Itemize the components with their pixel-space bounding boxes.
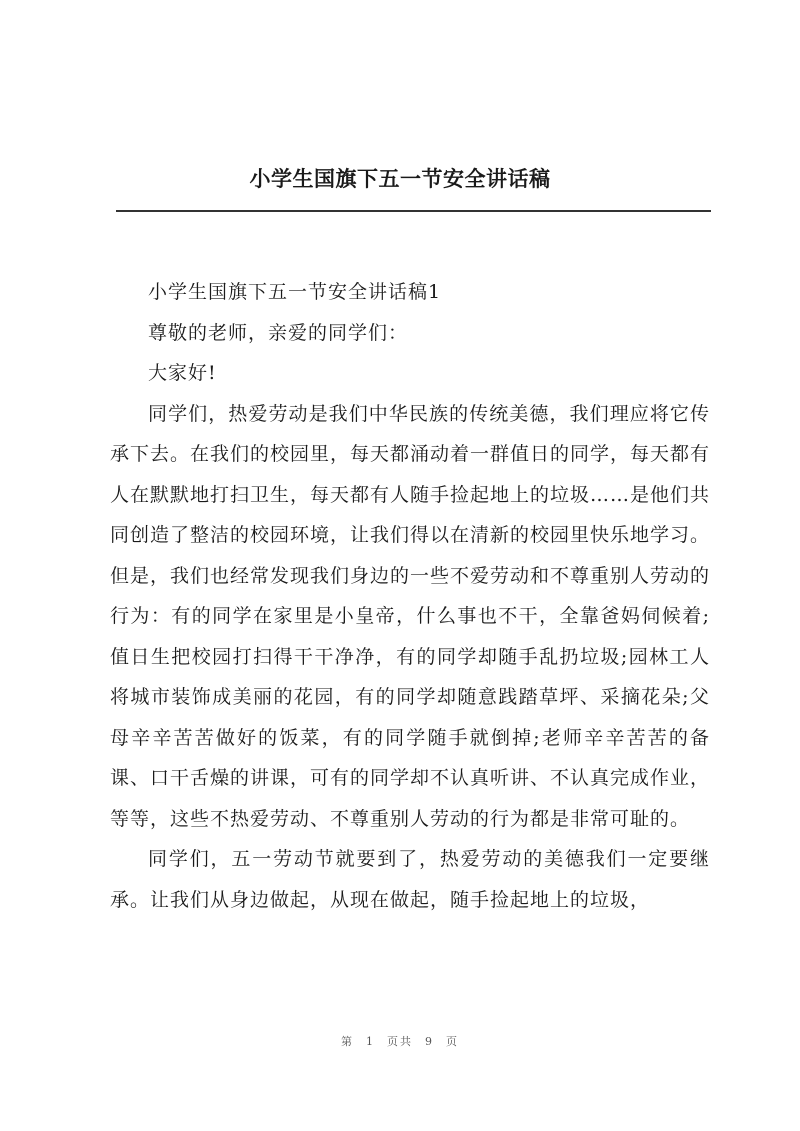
paragraph-salutation: 尊敬的老师，亲爱的同学们： xyxy=(148,321,409,344)
paragraph-body-2: 同学们，五一劳动节就要到了，热爱劳动的美德我们一定要继承。让我们从身边做起，从现在做起，随手捡起地上的垃圾， xyxy=(110,848,710,911)
footer-prefix: 第 xyxy=(341,1035,354,1048)
paragraph-body-1: 同学们，热爱劳动是我们中华民族的传统美德，我们理应将它传承下去。在我们的校园里，每天都涌动着一群值日的同学，每天都有人在默默地打扫卫生，每天都有人随手捡起地上的垃圾……是他们共同创造了整洁的校园环境，让我们得以在清新的校园里快乐地学习。但是，我们也经常发现我们身边的一些不爱劳动和不尊重别人劳动的行为：有的同学在家里是小皇帝，什么事也不干，全靠爸妈伺候着;值日生把校园打扫得干干净净，有的同学却随手乱扔垃圾;园林工人将城市装饰成美丽的花园，有的同学却随意践踏草坪、采摘花朵;父母辛辛苦苦做好的饭菜，有的同学随手就倒掉;老师辛辛苦苦的备课、口干舌燥的讲课，可有的同学却不认真听讲、不认真完成作业，等等，这些不热爱劳动、不尊重别人劳动的行为都是非常可耻的。 xyxy=(110,402,711,830)
title-underline xyxy=(116,210,711,212)
footer-suffix: 页 xyxy=(446,1035,459,1048)
paragraph-heading: 小学生国旗下五一节安全讲话稿1 xyxy=(148,281,442,303)
paragraph-greeting: 大家好! xyxy=(148,362,217,384)
footer-total-pages: 9 xyxy=(425,1035,434,1048)
document-title: 小学生国旗下五一节安全讲话稿 xyxy=(249,166,551,191)
footer-page-number: 1 xyxy=(366,1035,375,1048)
footer-middle: 页共 xyxy=(387,1035,413,1048)
page-footer xyxy=(0,1033,800,1049)
document-body xyxy=(110,272,710,920)
